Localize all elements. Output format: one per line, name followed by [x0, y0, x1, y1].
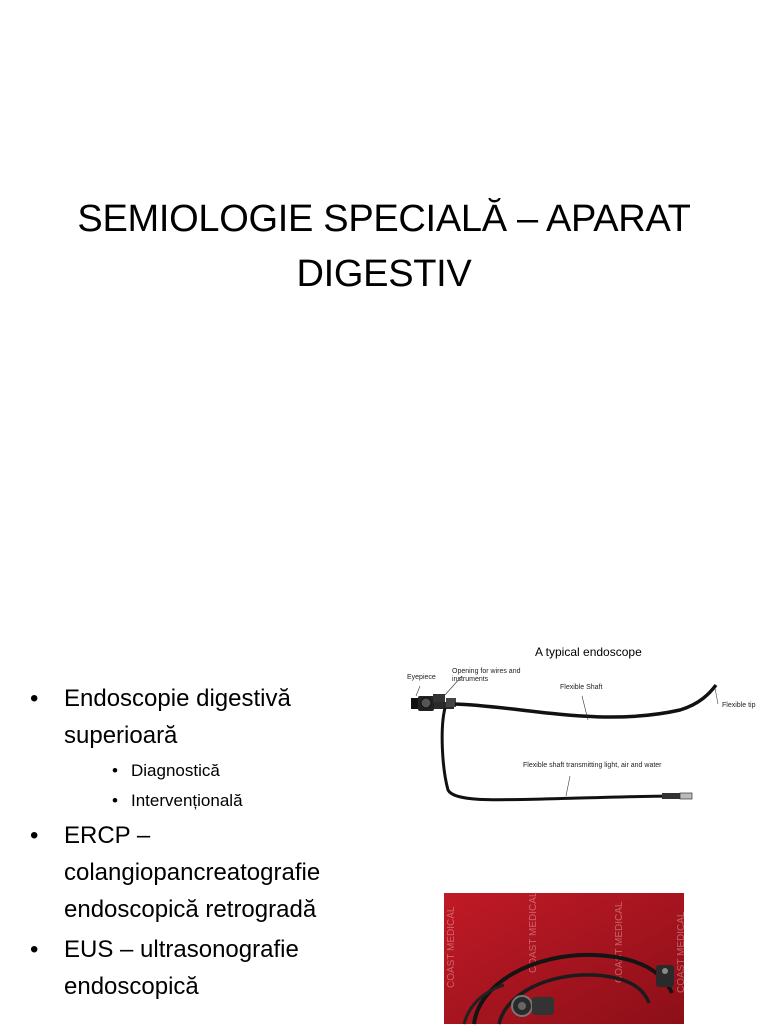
bullet-text-line: endoscopică retrogradă — [64, 896, 317, 923]
title-line-1: SEMIOLOGIE SPECIALĂ – APARAT — [77, 198, 691, 240]
slide-title — [40, 192, 728, 302]
light-guide-connector — [662, 793, 680, 799]
bullet-text-line: colangiopancreatografie — [64, 859, 321, 886]
umbilical-cable-line — [442, 708, 680, 800]
sub-bullet-interventionala: • Intervențională — [30, 787, 370, 815]
bullet-text-line: endoscopică — [64, 973, 199, 1000]
leader-line — [566, 776, 570, 796]
watermark-text: COAST MEDICAL — [528, 891, 539, 973]
label-flexible-shaft: Flexible Shaft — [560, 684, 603, 691]
bullet-endoscopie — [30, 680, 370, 754]
endoscope-photo — [444, 891, 687, 1024]
label-opening-line: instruments — [452, 676, 489, 683]
photo-control-body — [532, 997, 554, 1015]
diagram-title: A typical endoscope — [535, 645, 642, 659]
label-opening — [452, 668, 520, 684]
valve-shape — [433, 694, 445, 702]
leader-line — [715, 688, 718, 704]
bullet-text-line: • EUS – ultrasonografie — [64, 936, 299, 963]
sub-bullet-diagnostica: • Diagnostică — [30, 757, 370, 785]
endoscope-photo-drawing — [444, 891, 687, 1024]
photo-knob-center — [518, 1002, 526, 1010]
watermark-text: COAST MEDICAL — [614, 901, 625, 983]
bullet-text-line: • ERCP – — [64, 822, 151, 849]
endoscope-diagram — [400, 638, 768, 812]
leader-line — [416, 686, 420, 696]
label-eyepiece: Eyepiece — [407, 674, 436, 681]
bullet-ercp — [30, 817, 370, 928]
port-shape — [446, 698, 456, 707]
label-opening-line: Opening for wires and — [452, 668, 521, 675]
watermark-text: COAST MEDICAL — [446, 906, 457, 988]
photo-connector-pin — [662, 968, 668, 974]
control-knob-shape — [421, 698, 431, 708]
bullet-text-line: superioară — [64, 722, 178, 749]
eyepiece-shape — [411, 698, 419, 709]
endoscope-drawing — [400, 638, 768, 812]
bullet-list — [30, 680, 370, 1008]
light-guide-plug — [680, 793, 692, 799]
title-line-2: DIGESTIV — [296, 253, 472, 295]
watermark-text: COAST MEDICAL — [676, 911, 687, 993]
label-flexible-tip: Flexible tip — [722, 702, 756, 709]
label-transmitting-shaft: Flexible shaft transmitting light, air and water — [523, 762, 662, 769]
bullet-eus — [30, 931, 370, 1005]
bullet-text-line: • Endoscopie digestivă — [64, 685, 291, 712]
